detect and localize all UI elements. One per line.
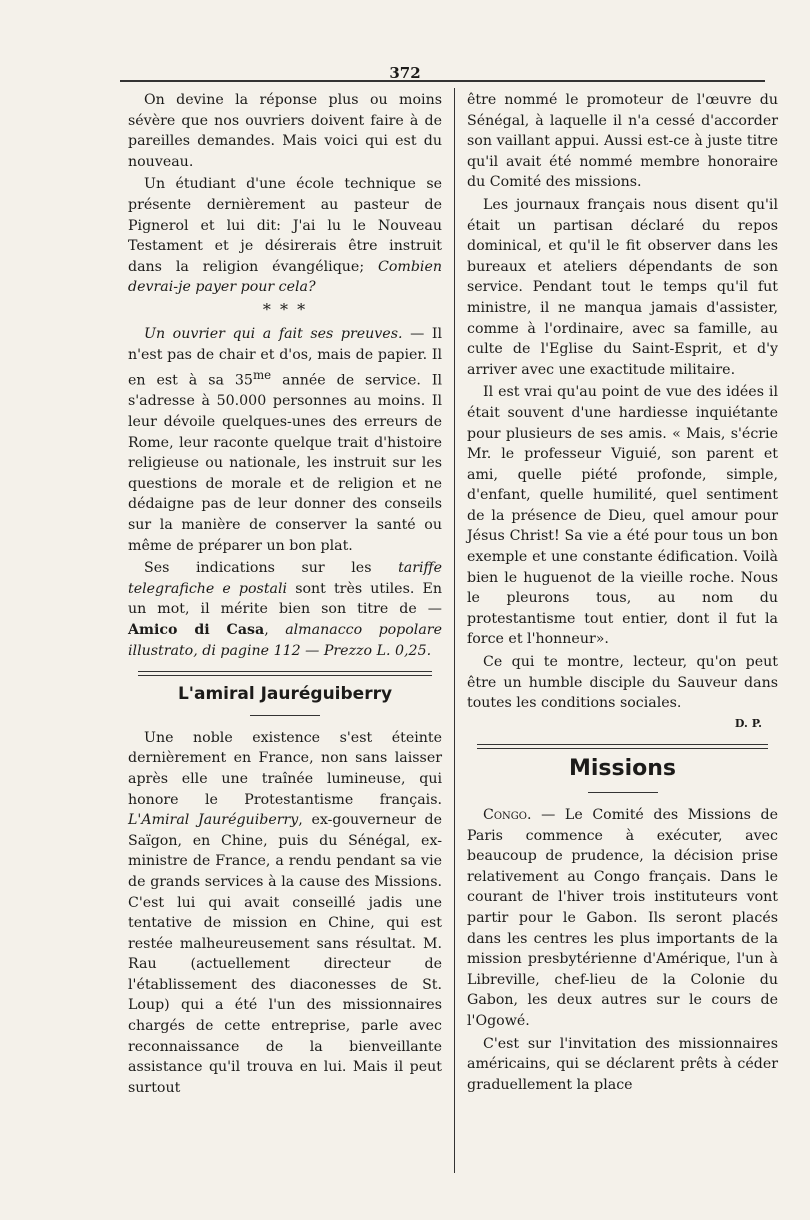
section-heading: Missions [568, 756, 677, 782]
paragraph: Il est vrai qu'au point de vue des idées il était souvent d'une hardiesse inquiétante pour plusieurs de ses amis. « Mais, s'écrie Mr. le professeur Viguié, son parent et ami, quelle piété profonde, simple, d'enfant, quelle humilité, quel sentiment de la présence de Dieu, quel amour pour Jésus Christ! Sa vie a été pour tous un bon exemple et une constante édification. Voilà bien le huguenot de la vieille roche. Nous le pleurons tous, au nom du protestantisme tout entier, dont il fut la force et l'honneur». [467, 384, 778, 648]
italic-phrase: tariffe telegrafiche e postali [128, 560, 442, 597]
paragraph: être nommé le promoteur de l'œuvre du Sénégal, à laquelle il n'a cessé d'accorder son vaillant appui. Aussi est-ce à juste titre qu'il avait été nommé membre honoraire du Comité des missions. [467, 92, 778, 191]
text: , ex-gouverneur de Saïgon, en Chine, puis du Sénégal, ex-ministre de France, a rendu pendant sa vie de grands services à la cause des Missions. C'est lui qui avait conseillé jadis une tentative de mission en Chine, qui est restée malheureusement sans résultat. M. Rau (actuellement directeur de l'établissement des diaconesses de St. Loup) qui a été l'un des missionnaires chargés de cette entreprise, parle avec reconnaissance de la bienveillante assistance qu'il trouva en lui. Mais il peut surtout [128, 812, 442, 1096]
text: — Il n'est pas de chair et d'os, mais de papier. Il en est à sa 35 [128, 325, 442, 389]
paragraph-almanac [128, 324, 442, 556]
right-column [467, 90, 778, 1190]
paragraph: Ce qui te montre, lecteur, qu'on peut être un humble disciple du Sauveur dans toutes les conditions sociales. [467, 654, 778, 712]
text: Un étudiant d'une école technique se présente dernièrement au pasteur de Pignerol et lui dit: J'ai lu le Nouveau Testament et je désirerais être instruit dans la religion évangélique; [128, 176, 442, 275]
column-divider [454, 88, 455, 1173]
text: Une noble existence s'est éteinte dernièrement en France, non sans laisser après elle une traînée lumineuse, qui honore le Protestantisme français. [128, 729, 442, 808]
header-rule [120, 80, 765, 82]
signature: D. P. [734, 716, 762, 730]
left-column [128, 90, 442, 1190]
superscript: me [252, 368, 272, 383]
section-rule [138, 671, 432, 676]
paragraph: Les journaux français nous disent qu'il était un partisan déclaré du repos dominical, et qu'il le fit observer dans les bureaux et ateliers dépendants de son service. Pendant tout le temps qu'il fut ministre, il ne manqua jamais d'assister, comme à l'ordinaire, avec sa famille, au culte de l'Eglise du Saint-Esprit, et d'y arriver avec une exactitude militaire. [467, 196, 778, 378]
paragraph: On devine la réponse plus ou moins sévère que nos ouvriers doivent faire à de pareilles demandes. Mais voici qui est du nouveau. [128, 92, 442, 170]
paragraph-student [128, 174, 442, 298]
paragraph-almanac-tariffs [128, 558, 442, 661]
almanac-title: Amico di Casa [128, 621, 265, 638]
text: — Le Comité des Missions de Paris commence à exécuter, avec beaucoup de prudence, la décision prise relativement au Congo français. Dans le courant de l'hiver trois instituteurs vont partir pour le Gabon. Ils seront placés dans les centres les plus importants de la mission presbytérienne d'Amérique, l'un à Libreville, chef-lieu de la Colonie du Gabon, les deux autres sur le cours de l'Ogowé. [467, 807, 778, 1029]
heading-rule [250, 715, 320, 716]
name: L'Amiral Jauréguiberry [128, 812, 299, 829]
heading-rule [588, 792, 658, 793]
article-heading: L'amiral Jauréguiberry [177, 684, 393, 705]
asterism-separator: * * * [262, 299, 308, 319]
text: , [264, 621, 286, 638]
paragraph-congo [467, 805, 778, 1032]
text: année de service. Il s'adresse à 50.000 personnes au moins. Il leur dévoile quelques-unes des erreurs de Rome, leur raconte quelque trait d'histoire religieuse ou nationale, les instruit sur les questions de morale et de religion et ne dédaigne pas de leur donner des conseils sur la manière de conserver la santé ou même de préparer un bon plat. [128, 372, 442, 554]
text: sont très utiles. En un mot, il mérite bien son titre de — [128, 580, 442, 618]
paragraph: C'est sur l'invitation des missionnaires américains, qui se déclarent prêts à céder graduellement la place [467, 1035, 778, 1093]
text: Ses indications sur les [144, 560, 399, 577]
paragraph-admiral [128, 728, 442, 1099]
quote: Combien devrai-je payer pour cela? [128, 258, 442, 296]
section-rule [477, 744, 768, 749]
almanac-details: almanacco popolare illustrato, di pagine 112 — Prezzo L. 0,25. [128, 621, 442, 659]
place-name: Congo. [483, 807, 532, 823]
page-number: 372 [389, 64, 421, 82]
section-title: Un ouvrier qui a fait ses preuves. [144, 325, 403, 342]
